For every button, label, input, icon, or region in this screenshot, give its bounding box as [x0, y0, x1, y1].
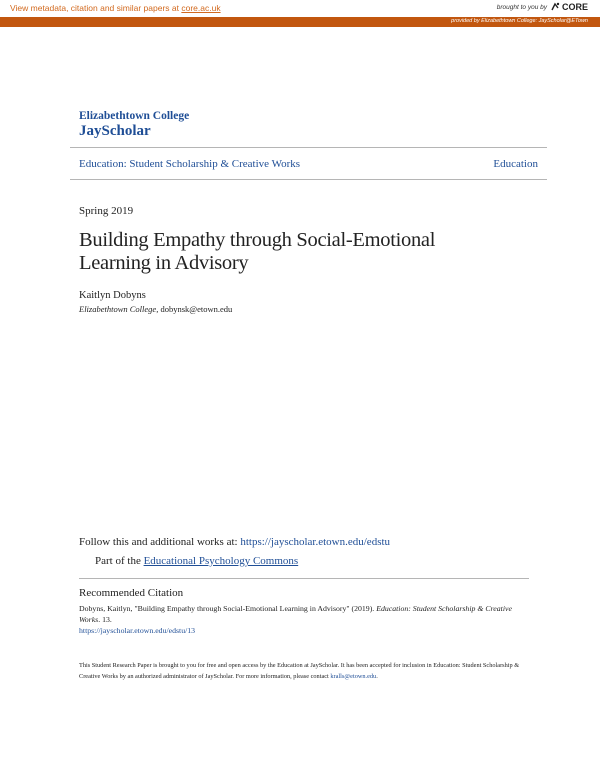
part-of-label: Part of the — [95, 555, 144, 567]
contact-email-link[interactable]: kralls@etown.edu — [330, 673, 377, 680]
footer-text: This Student Research Paper is brought to you for free and open access by the Education at JayScholar. It has been accepted for inclusion in Education: Student Scholarship & Creative Works by an authorized administrator of JayScholar. For more information, please contact — [79, 662, 520, 680]
core-logo-icon — [550, 2, 560, 12]
core-metadata-label: View metadata, citation and similar papers at — [10, 3, 182, 13]
citation-link[interactable]: https://jayscholar.etown.edu/edstu/13 — [79, 626, 196, 635]
repository-name[interactable]: JayScholar — [79, 123, 151, 139]
repository-header[interactable] — [79, 110, 189, 140]
affiliation-name: Elizabethtown College — [79, 304, 157, 314]
collection-link[interactable]: Education: Student Scholarship & Creative Works — [79, 158, 301, 170]
core-metadata-text — [10, 3, 221, 13]
divider-citation — [79, 578, 529, 579]
institution-name[interactable]: Elizabethtown College — [79, 110, 190, 122]
follow-label: Follow this and additional works at: — [79, 536, 241, 548]
core-link[interactable]: core.ac.uk — [181, 3, 221, 13]
author-affiliation — [79, 304, 232, 314]
department-link[interactable]: Education — [493, 158, 538, 170]
footer-notice — [79, 660, 529, 682]
citation-number: . 13. — [98, 615, 112, 624]
author-name: Kaitlyn Dobyns — [79, 290, 146, 301]
core-logo-text: CORE — [561, 2, 588, 12]
footer-end: . — [376, 673, 378, 680]
brought-by-label: brought to you by — [496, 3, 547, 11]
provided-by-text: provided by Elizabethtown College: JayScholar@ETown — [451, 18, 588, 24]
core-logo[interactable] — [550, 2, 588, 12]
citation-series: Education: Student Scholarship & Creative Works — [79, 604, 512, 624]
follow-line — [79, 536, 390, 548]
divider-top — [70, 147, 547, 148]
paper-title: Building Empathy through Social-Emotional Learning in Advisory — [79, 229, 436, 274]
provided-by-bar — [0, 17, 600, 27]
publication-date: Spring 2019 — [79, 205, 134, 217]
commons-link[interactable]: Educational Psychology Commons — [143, 555, 299, 567]
core-banner — [0, 0, 600, 17]
brought-by — [497, 2, 588, 12]
follow-link[interactable]: https://jayscholar.etown.edu/edstu — [240, 536, 391, 548]
author-email: , dobynsk@etown.edu — [156, 304, 233, 314]
part-of-line — [95, 555, 298, 567]
citation-text — [79, 603, 519, 636]
divider-bottom — [70, 179, 547, 180]
recommended-citation-heading: Recommended Citation — [79, 587, 184, 599]
citation-body: Dobyns, Kaitlyn, "Building Empathy through Social-Emotional Learning in Advisory" (2019). — [79, 604, 377, 613]
